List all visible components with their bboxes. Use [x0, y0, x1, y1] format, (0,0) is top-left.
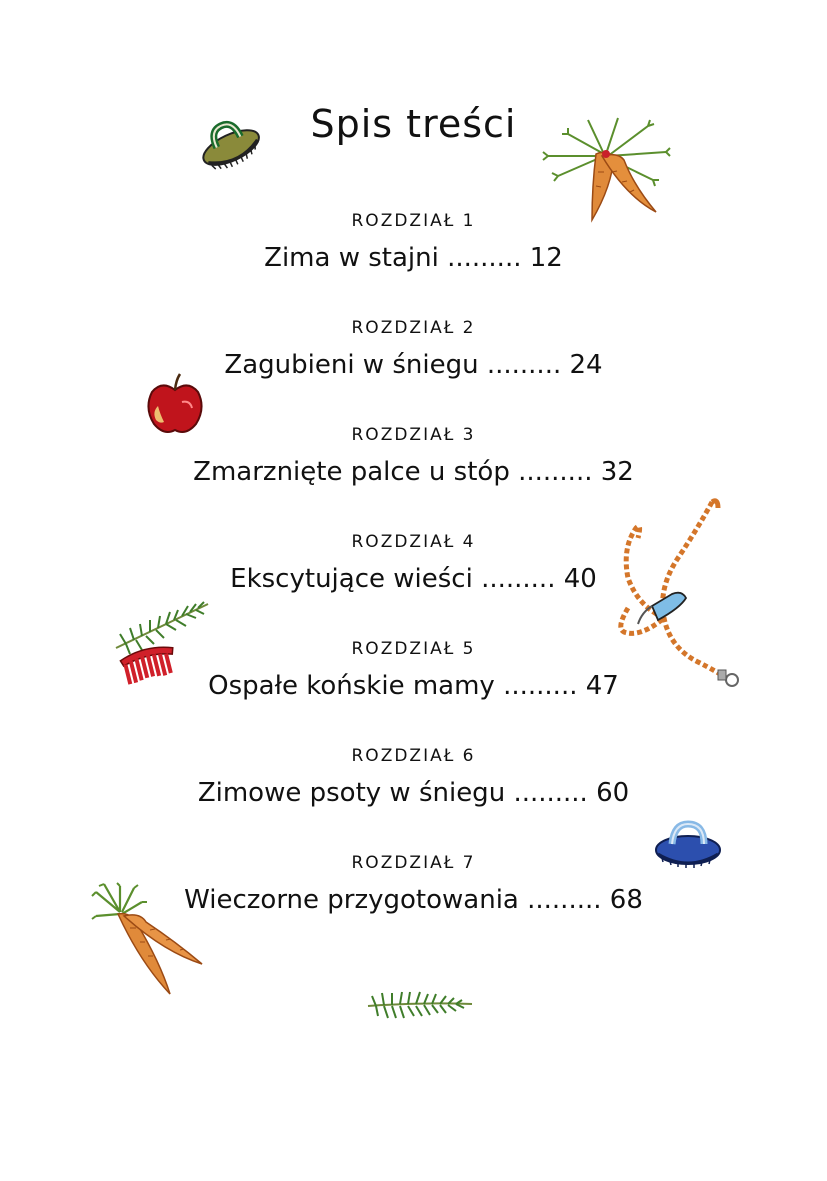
chapter-title: Wieczorne przygotowania	[184, 885, 519, 915]
page-number: 60	[596, 778, 630, 808]
toc-entry-3[interactable]	[0, 422, 827, 490]
chapter-label: ROZDZIAŁ 2	[351, 318, 476, 338]
lead-rope-icon	[608, 498, 750, 690]
chapter-title-line	[0, 347, 827, 383]
blue-brush-icon	[652, 818, 724, 872]
chapter-title: Ospałe końskie mamy	[208, 671, 495, 701]
chapter-title: Zima w stajni	[264, 243, 439, 273]
chapter-title: Zmarznięte palce u stóp	[193, 457, 510, 487]
chapter-label: ROZDZIAŁ 6	[351, 746, 476, 766]
page-title: Spis treści	[310, 102, 517, 146]
page-number: 32	[600, 457, 634, 487]
comb-icon	[116, 642, 182, 686]
carrot-icon	[90, 882, 210, 998]
chapter-title: Zagubieni w śniegu	[224, 350, 479, 380]
chapter-title: Zimowe psoty w śniegu	[197, 778, 506, 808]
leader-dots: .........	[518, 457, 593, 487]
leader-dots: .........	[486, 350, 562, 380]
leader-dots: .........	[503, 671, 578, 701]
pine-branch-icon	[364, 982, 476, 1030]
chapter-label: ROZDZIAŁ 1	[351, 211, 476, 231]
chapter-label: ROZDZIAŁ 5	[351, 639, 476, 659]
page-number: 47	[585, 671, 619, 701]
carrot-bunch-icon	[538, 116, 672, 226]
leader-dots: .........	[513, 778, 588, 808]
page-number: 40	[563, 564, 597, 594]
chapter-label: ROZDZIAŁ 4	[351, 532, 476, 552]
chapter-title: Ekscytujące wieści	[230, 564, 473, 594]
page-number: 12	[529, 243, 563, 273]
leader-dots: .........	[447, 243, 522, 273]
apple-icon	[142, 372, 208, 438]
toc-entry-1[interactable]	[0, 208, 827, 276]
chapter-title-line	[0, 454, 827, 490]
leader-dots: .........	[527, 885, 602, 915]
chapter-title-line	[0, 775, 827, 811]
toc-entry-6[interactable]	[0, 743, 827, 811]
toc-entry-2[interactable]	[0, 315, 827, 383]
page-number: 24	[569, 350, 603, 380]
grooming-brush-icon	[196, 112, 262, 174]
chapter-label: ROZDZIAŁ 7	[351, 853, 476, 873]
page-number: 68	[609, 885, 643, 915]
chapter-title-line	[0, 240, 827, 276]
chapter-label: ROZDZIAŁ 3	[351, 425, 476, 445]
leader-dots: .........	[481, 564, 556, 594]
